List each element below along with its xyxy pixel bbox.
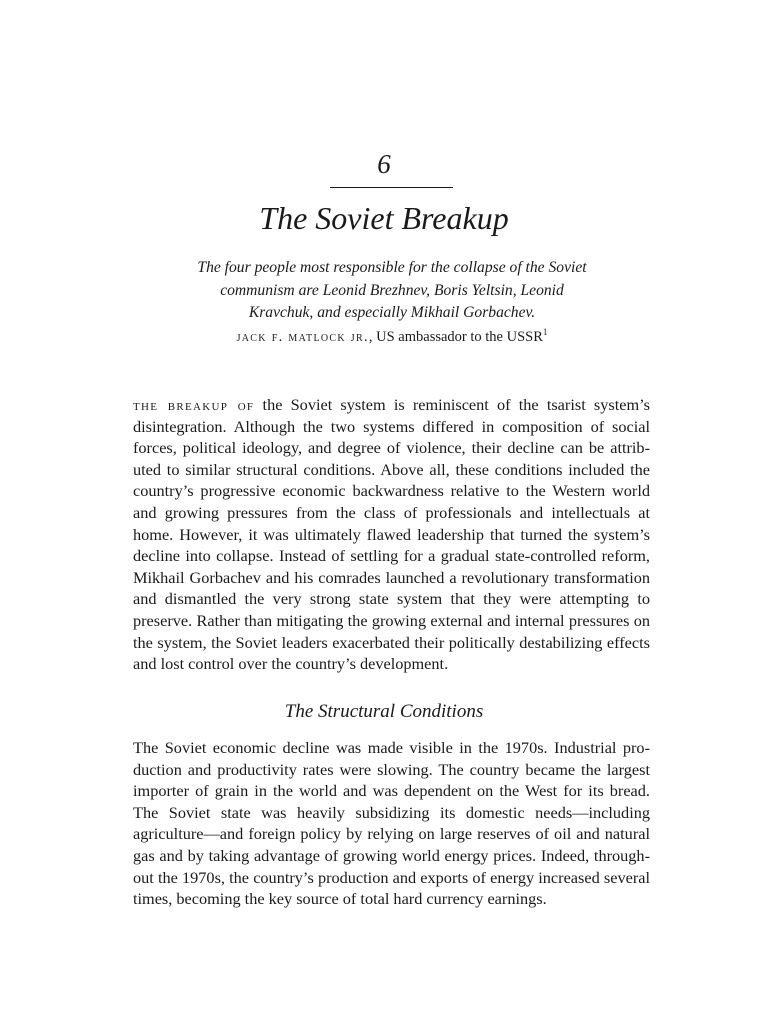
epigraph-author: jack f. matlock jr. [236,329,369,345]
chapter-rule [330,187,453,188]
body-paragraph [133,737,650,910]
body-paragraph [133,394,650,675]
paragraph-text: The Soviet economic decline was made visible in the 1970s. Industrial production and productivity rates were slowing. The country became the largest importer of grain in the world and was dependent on the West for its bread. The Soviet state was heavily subsidizing its domestic needs—including agriculture—and foreign policy by relying on large reserves of oil and natural gas and by taking advantage of growing world energy prices. Indeed, throughout the 1970s, the country’s production and exports of energy increased several times, becoming the key source of total hard currency earnings. [133,738,650,909]
paragraph-lead-in: the breakup of [133,395,255,414]
paragraph-text: the Soviet system is reminiscent of the tsarist system’s disintegration. Although the two systems differed in composition of social forces, political ideology, and degree of violence, their decline can be attributed to similar structural conditions. Above all, these conditions included the country’s progressive economic backwardness relative to the Western world and growing pressures from the class of professionals and intellectuals at home. However, it was ultimately flawed leadership that turned the system’s decline into collapse. Instead of settling for a gradual state-controlled reform, Mikhail Gorbachev and his comrades launched a revolutionary transformation and dismantled the very strong state system that they were attempting to preserve. Rather than mitigating the growing external and internal pressures on the system, the Soviet leaders exacerbated their politically destabilizing effects and lost control over the country’s development. [133,395,650,674]
section-heading: The Structural Conditions [284,701,484,722]
chapter-number: 6 [377,149,391,179]
footnote-marker[interactable]: 1 [542,327,548,338]
chapter-title: The Soviet Breakup [259,200,509,236]
epigraph-source [192,327,592,347]
epigraph-quote: The four people most responsible for the collapse of the Soviet communism are Leonid Brezhnev, Boris Yeltsin, Leonid Kravchuk, and especially Mikhail Gorbachev. [197,259,587,321]
epigraph-affiliation: , US ambassador to the USSR [368,329,543,345]
